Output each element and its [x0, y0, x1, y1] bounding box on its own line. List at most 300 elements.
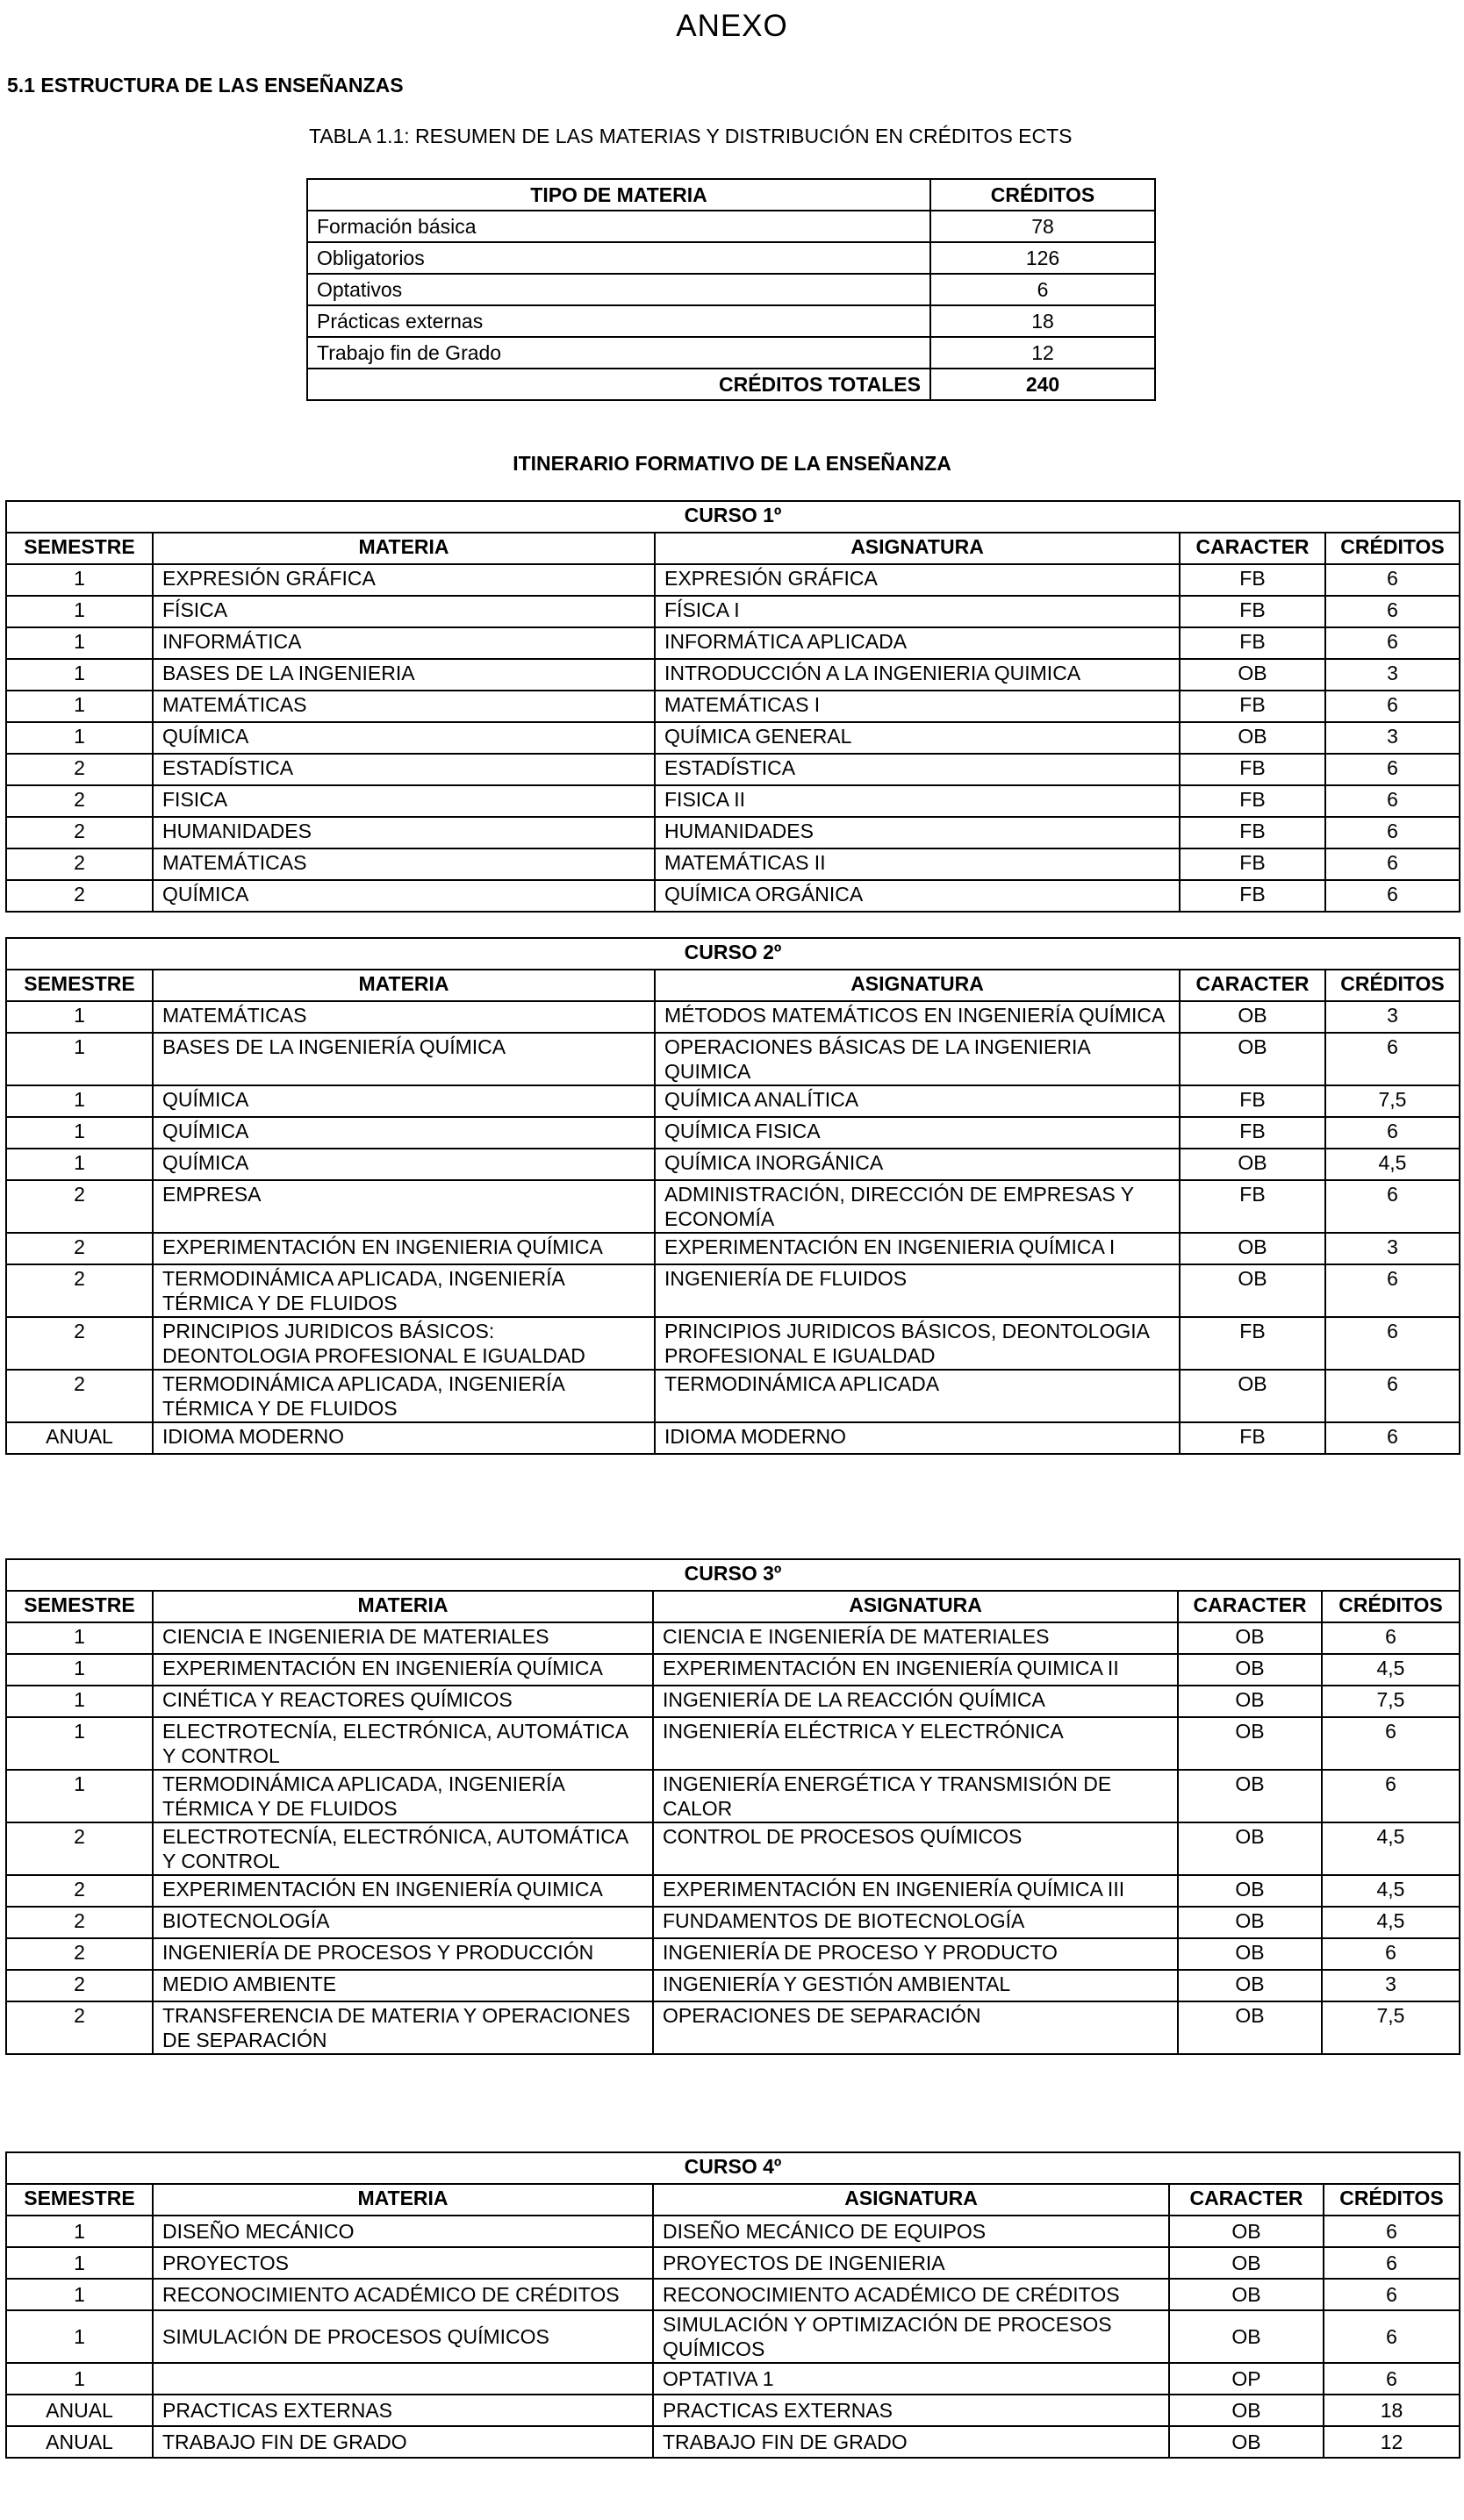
creditos-cell: 6	[1325, 1370, 1460, 1422]
column-header-row	[6, 2184, 1460, 2216]
table-row	[6, 2310, 1460, 2363]
creditos-cell: 6	[1325, 848, 1460, 880]
header-creditos: CRÉDITOS	[1325, 970, 1460, 1001]
creditos-cell: 7,5	[1322, 2001, 1460, 2054]
header-caracter: CARACTER	[1178, 1591, 1322, 1622]
table-row	[6, 1875, 1460, 1907]
creditos-cell: 6	[1325, 754, 1460, 785]
semestre-cell: 1	[6, 691, 153, 722]
materia-cell: PRINCIPIOS JURIDICOS BÁSICOS: DEONTOLOGIA PROFESIONAL E IGUALDAD	[153, 1317, 655, 1370]
table-row	[6, 2216, 1460, 2247]
materia-cell: TERMODINÁMICA APLICADA, INGENIERÍA TÉRMICA Y DE FLUIDOS	[153, 1264, 655, 1317]
semestre-cell: 1	[6, 564, 153, 596]
asignatura-cell: ADMINISTRACIÓN, DIRECCIÓN DE EMPRESAS Y ECONOMÍA	[655, 1180, 1180, 1233]
materia-cell: INFORMÁTICA	[153, 627, 655, 659]
course-table	[5, 1558, 1460, 2055]
caracter-cell: FB	[1180, 817, 1325, 848]
course-title-row	[6, 1559, 1460, 1591]
creditos-cell: 4,5	[1322, 1654, 1460, 1686]
semestre-cell: 2	[6, 880, 153, 912]
course-title-row	[6, 938, 1460, 970]
table-row	[6, 564, 1460, 596]
caracter-cell: OB	[1180, 1264, 1325, 1317]
caracter-cell: FB	[1180, 1317, 1325, 1370]
header-creditos: CRÉDITOS	[1325, 533, 1460, 564]
asignatura-cell: PRINCIPIOS JURIDICOS BÁSICOS, DEONTOLOGIA PROFESIONAL E IGUALDAD	[655, 1317, 1180, 1370]
asignatura-cell: EXPRESIÓN GRÁFICA	[655, 564, 1180, 596]
asignatura-cell: CIENCIA E INGENIERÍA DE MATERIALES	[653, 1622, 1178, 1654]
table-row	[6, 1654, 1460, 1686]
summary-total-value: 240	[930, 369, 1155, 400]
table-row	[6, 2247, 1460, 2279]
caracter-cell: FB	[1180, 564, 1325, 596]
summary-total-row	[307, 369, 1155, 400]
materia-cell: CINÉTICA Y REACTORES QUÍMICOS	[153, 1686, 653, 1717]
materia-cell: QUÍMICA	[153, 722, 655, 754]
creditos-cell: 6	[1325, 596, 1460, 627]
course-title: CURSO 4º	[6, 2152, 1460, 2184]
materia-cell: PRACTICAS EXTERNAS	[153, 2395, 653, 2426]
caracter-cell: FB	[1180, 1085, 1325, 1117]
materia-cell: CIENCIA E INGENIERIA DE MATERIALES	[153, 1622, 653, 1654]
asignatura-cell: PRACTICAS EXTERNAS	[653, 2395, 1169, 2426]
materia-cell: DISEÑO MECÁNICO	[153, 2216, 653, 2247]
asignatura-cell: TERMODINÁMICA APLICADA	[655, 1370, 1180, 1422]
course-title-row	[6, 501, 1460, 533]
table-row	[6, 596, 1460, 627]
materia-cell: PROYECTOS	[153, 2247, 653, 2279]
table-row	[6, 2363, 1460, 2395]
header-semestre: SEMESTRE	[6, 1591, 153, 1622]
table-row	[6, 1001, 1460, 1033]
caracter-cell: FB	[1180, 627, 1325, 659]
asignatura-cell: FÍSICA I	[655, 596, 1180, 627]
header-materia: MATERIA	[153, 2184, 653, 2216]
caracter-cell: OB	[1180, 1233, 1325, 1264]
caracter-cell: OB	[1178, 1907, 1322, 1938]
creditos-cell: 6	[1325, 1033, 1460, 1085]
header-caracter: CARACTER	[1180, 970, 1325, 1001]
summary-credits-cell: 12	[930, 337, 1155, 369]
materia-cell: EXPRESIÓN GRÁFICA	[153, 564, 655, 596]
creditos-cell: 6	[1322, 1770, 1460, 1822]
column-header-row	[6, 1591, 1460, 1622]
header-materia: MATERIA	[153, 1591, 653, 1622]
creditos-cell: 3	[1325, 659, 1460, 691]
course-table	[5, 2151, 1460, 2459]
materia-cell: RECONOCIMIENTO ACADÉMICO DE CRÉDITOS	[153, 2279, 653, 2310]
creditos-cell: 6	[1325, 1180, 1460, 1233]
caracter-cell: OB	[1169, 2395, 1324, 2426]
summary-header-type: TIPO DE MATERIA	[307, 179, 930, 211]
materia-cell: MEDIO AMBIENTE	[153, 1970, 653, 2001]
asignatura-cell: MÉTODOS MATEMÁTICOS EN INGENIERÍA QUÍMICA	[655, 1001, 1180, 1033]
header-materia: MATERIA	[153, 970, 655, 1001]
materia-cell: HUMANIDADES	[153, 817, 655, 848]
caracter-cell: OP	[1169, 2363, 1324, 2395]
summary-type-cell: Prácticas externas	[307, 305, 930, 337]
table-row	[6, 691, 1460, 722]
table-row	[6, 2426, 1460, 2458]
creditos-cell: 3	[1325, 722, 1460, 754]
semestre-cell: 1	[6, 1717, 153, 1770]
semestre-cell: 1	[6, 659, 153, 691]
course-table	[5, 500, 1460, 913]
caracter-cell: OB	[1178, 1970, 1322, 2001]
materia-cell: QUÍMICA	[153, 1149, 655, 1180]
semestre-cell: 2	[6, 785, 153, 817]
caracter-cell: FB	[1180, 691, 1325, 722]
semestre-cell: 2	[6, 1264, 153, 1317]
table-row	[6, 1085, 1460, 1117]
caracter-cell: FB	[1180, 1117, 1325, 1149]
asignatura-cell: INGENIERÍA DE PROCESO Y PRODUCTO	[653, 1938, 1178, 1970]
materia-cell: TERMODINÁMICA APLICADA, INGENIERÍA TÉRMICA Y DE FLUIDOS	[153, 1770, 653, 1822]
materia-cell: BIOTECNOLOGÍA	[153, 1907, 653, 1938]
asignatura-cell: IDIOMA MODERNO	[655, 1422, 1180, 1454]
materia-cell: TRANSFERENCIA DE MATERIA Y OPERACIONES DE SEPARACIÓN	[153, 2001, 653, 2054]
caracter-cell: OB	[1180, 1001, 1325, 1033]
creditos-cell: 6	[1324, 2216, 1460, 2247]
table-row	[6, 817, 1460, 848]
asignatura-cell: HUMANIDADES	[655, 817, 1180, 848]
caracter-cell: FB	[1180, 880, 1325, 912]
creditos-cell: 6	[1325, 691, 1460, 722]
creditos-cell: 6	[1324, 2363, 1460, 2395]
course-table	[5, 937, 1460, 1455]
asignatura-cell: OPERACIONES BÁSICAS DE LA INGENIERIA QUIMICA	[655, 1033, 1180, 1085]
header-semestre: SEMESTRE	[6, 533, 153, 564]
materia-cell: SIMULACIÓN DE PROCESOS QUÍMICOS	[153, 2310, 653, 2363]
caracter-cell: FB	[1180, 1422, 1325, 1454]
table-row	[6, 1180, 1460, 1233]
materia-cell: IDIOMA MODERNO	[153, 1422, 655, 1454]
course-title: CURSO 3º	[6, 1559, 1460, 1591]
creditos-cell: 6	[1325, 1117, 1460, 1149]
summary-table	[306, 178, 1156, 401]
table-row	[6, 1149, 1460, 1180]
table-row	[6, 1822, 1460, 1875]
semestre-cell: 1	[6, 2363, 153, 2395]
table-row	[6, 1370, 1460, 1422]
asignatura-cell: INGENIERÍA DE FLUIDOS	[655, 1264, 1180, 1317]
summary-row	[307, 242, 1155, 274]
summary-caption: TABLA 1.1: RESUMEN DE LAS MATERIAS Y DISTRIBUCIÓN EN CRÉDITOS ECTS	[309, 125, 1073, 147]
table-row	[6, 2279, 1460, 2310]
creditos-cell: 12	[1324, 2426, 1460, 2458]
caracter-cell: OB	[1169, 2279, 1324, 2310]
table-row	[6, 1033, 1460, 1085]
creditos-cell: 4,5	[1322, 1907, 1460, 1938]
summary-type-cell: Optativos	[307, 274, 930, 305]
materia-cell: MATEMÁTICAS	[153, 848, 655, 880]
table-row	[6, 1717, 1460, 1770]
semestre-cell: 2	[6, 1317, 153, 1370]
summary-body	[307, 211, 1155, 369]
summary-header-credits: CRÉDITOS	[930, 179, 1155, 211]
table-row	[6, 1622, 1460, 1654]
caracter-cell: FB	[1180, 785, 1325, 817]
asignatura-cell: QUÍMICA INORGÁNICA	[655, 1149, 1180, 1180]
caracter-cell: OB	[1169, 2216, 1324, 2247]
caracter-cell: FB	[1180, 754, 1325, 785]
semestre-cell: 1	[6, 2216, 153, 2247]
semestre-cell: 1	[6, 627, 153, 659]
asignatura-cell: FUNDAMENTOS DE BIOTECNOLOGÍA	[653, 1907, 1178, 1938]
asignatura-cell: INFORMÁTICA APLICADA	[655, 627, 1180, 659]
caracter-cell: OB	[1180, 1033, 1325, 1085]
semestre-cell: ANUAL	[6, 2395, 153, 2426]
materia-cell: MATEMÁTICAS	[153, 691, 655, 722]
materia-cell: EXPERIMENTACIÓN EN INGENIERÍA QUÍMICA	[153, 1654, 653, 1686]
table-row	[6, 1938, 1460, 1970]
asignatura-cell: EXPERIMENTACIÓN EN INGENIERIA QUÍMICA I	[655, 1233, 1180, 1264]
materia-cell: INGENIERÍA DE PROCESOS Y PRODUCCIÓN	[153, 1938, 653, 1970]
asignatura-cell: INGENIERÍA DE LA REACCIÓN QUÍMICA	[653, 1686, 1178, 1717]
table-row	[6, 627, 1460, 659]
materia-cell: EMPRESA	[153, 1180, 655, 1233]
summary-type-cell: Trabajo fin de Grado	[307, 337, 930, 369]
caracter-cell: OB	[1169, 2310, 1324, 2363]
asignatura-cell: OPTATIVA 1	[653, 2363, 1169, 2395]
semestre-cell: 2	[6, 848, 153, 880]
table-row	[6, 1422, 1460, 1454]
asignatura-cell: FISICA II	[655, 785, 1180, 817]
table-row	[6, 1317, 1460, 1370]
table-row	[6, 659, 1460, 691]
creditos-cell: 6	[1324, 2310, 1460, 2363]
materia-cell: ELECTROTECNÍA, ELECTRÓNICA, AUTOMÁTICA Y CONTROL	[153, 1822, 653, 1875]
header-asignatura: ASIGNATURA	[653, 2184, 1169, 2216]
asignatura-cell: MATEMÁTICAS I	[655, 691, 1180, 722]
creditos-cell: 3	[1325, 1233, 1460, 1264]
header-creditos: CRÉDITOS	[1324, 2184, 1460, 2216]
semestre-cell: 1	[6, 1770, 153, 1822]
table-row	[6, 785, 1460, 817]
header-asignatura: ASIGNATURA	[653, 1591, 1178, 1622]
asignatura-cell: EXPERIMENTACIÓN EN INGENIERÍA QUIMICA II	[653, 1654, 1178, 1686]
creditos-cell: 18	[1324, 2395, 1460, 2426]
summary-row	[307, 337, 1155, 369]
semestre-cell: 2	[6, 1370, 153, 1422]
page-title: ANEXO	[676, 9, 788, 43]
creditos-cell: 4,5	[1325, 1149, 1460, 1180]
summary-row	[307, 305, 1155, 337]
summary-type-cell: Formación básica	[307, 211, 930, 242]
header-materia: MATERIA	[153, 533, 655, 564]
asignatura-cell: INTRODUCCIÓN A LA INGENIERIA QUIMICA	[655, 659, 1180, 691]
creditos-cell: 3	[1325, 1001, 1460, 1033]
semestre-cell: 2	[6, 1875, 153, 1907]
materia-cell: EXPERIMENTACIÓN EN INGENIERIA QUÍMICA	[153, 1233, 655, 1264]
asignatura-cell: OPERACIONES DE SEPARACIÓN	[653, 2001, 1178, 2054]
asignatura-cell: INGENIERÍA ENERGÉTICA Y TRANSMISIÓN DE CALOR	[653, 1770, 1178, 1822]
semestre-cell: 1	[6, 2247, 153, 2279]
asignatura-cell: INGENIERÍA Y GESTIÓN AMBIENTAL	[653, 1970, 1178, 2001]
asignatura-cell: QUÍMICA ANALÍTICA	[655, 1085, 1180, 1117]
course-title-row	[6, 2152, 1460, 2184]
caracter-cell: FB	[1180, 596, 1325, 627]
creditos-cell: 7,5	[1322, 1686, 1460, 1717]
semestre-cell: 1	[6, 2310, 153, 2363]
summary-type-cell: Obligatorios	[307, 242, 930, 274]
materia-cell: MATEMÁTICAS	[153, 1001, 655, 1033]
summary-header-row	[307, 179, 1155, 211]
header-creditos: CRÉDITOS	[1322, 1591, 1460, 1622]
creditos-cell: 6	[1325, 1264, 1460, 1317]
creditos-cell: 6	[1325, 785, 1460, 817]
table-row	[6, 1770, 1460, 1822]
table-row	[6, 848, 1460, 880]
caracter-cell: OB	[1169, 2247, 1324, 2279]
semestre-cell: 1	[6, 1033, 153, 1085]
caracter-cell: OB	[1178, 1938, 1322, 1970]
materia-cell: ELECTROTECNÍA, ELECTRÓNICA, AUTOMÁTICA Y CONTROL	[153, 1717, 653, 1770]
semestre-cell: 2	[6, 1970, 153, 2001]
semestre-cell: 2	[6, 1180, 153, 1233]
asignatura-cell: QUÍMICA FISICA	[655, 1117, 1180, 1149]
header-semestre: SEMESTRE	[6, 2184, 153, 2216]
asignatura-cell: PROYECTOS DE INGENIERIA	[653, 2247, 1169, 2279]
caracter-cell: OB	[1180, 722, 1325, 754]
caracter-cell: OB	[1178, 2001, 1322, 2054]
header-semestre: SEMESTRE	[6, 970, 153, 1001]
summary-total-label: CRÉDITOS TOTALES	[307, 369, 930, 400]
table-row	[6, 2395, 1460, 2426]
creditos-cell: 6	[1325, 880, 1460, 912]
creditos-cell: 6	[1325, 1317, 1460, 1370]
caracter-cell: OB	[1169, 2426, 1324, 2458]
column-header-row	[6, 970, 1460, 1001]
materia-cell	[153, 2363, 653, 2395]
semestre-cell: ANUAL	[6, 2426, 153, 2458]
creditos-cell: 6	[1325, 564, 1460, 596]
caracter-cell: OB	[1178, 1622, 1322, 1654]
asignatura-cell: MATEMÁTICAS II	[655, 848, 1180, 880]
creditos-cell: 6	[1322, 1622, 1460, 1654]
creditos-cell: 6	[1322, 1717, 1460, 1770]
materia-cell: BASES DE LA INGENIERÍA QUÍMICA	[153, 1033, 655, 1085]
table-row	[6, 880, 1460, 912]
asignatura-cell: INGENIERÍA ELÉCTRICA Y ELECTRÓNICA	[653, 1717, 1178, 1770]
creditos-cell: 6	[1324, 2247, 1460, 2279]
materia-cell: TERMODINÁMICA APLICADA, INGENIERÍA TÉRMICA Y DE FLUIDOS	[153, 1370, 655, 1422]
column-header-row	[6, 533, 1460, 564]
materia-cell: FÍSICA	[153, 596, 655, 627]
table-row	[6, 2001, 1460, 2054]
summary-credits-cell: 126	[930, 242, 1155, 274]
header-asignatura: ASIGNATURA	[655, 533, 1180, 564]
materia-cell: EXPERIMENTACIÓN EN INGENIERÍA QUIMICA	[153, 1875, 653, 1907]
caracter-cell: OB	[1180, 1370, 1325, 1422]
table-row	[6, 722, 1460, 754]
semestre-cell: 1	[6, 1149, 153, 1180]
creditos-cell: 7,5	[1325, 1085, 1460, 1117]
semestre-cell: 1	[6, 1686, 153, 1717]
summary-credits-cell: 6	[930, 274, 1155, 305]
semestre-cell: 2	[6, 1822, 153, 1875]
materia-cell: TRABAJO FIN DE GRADO	[153, 2426, 653, 2458]
course-title: CURSO 1º	[6, 501, 1460, 533]
caracter-cell: OB	[1178, 1822, 1322, 1875]
summary-row	[307, 211, 1155, 242]
asignatura-cell: DISEÑO MECÁNICO DE EQUIPOS	[653, 2216, 1169, 2247]
semestre-cell: 1	[6, 1001, 153, 1033]
semestre-cell: 1	[6, 2279, 153, 2310]
creditos-cell: 6	[1325, 627, 1460, 659]
table-row	[6, 1686, 1460, 1717]
semestre-cell: 1	[6, 1622, 153, 1654]
asignatura-cell: TRABAJO FIN DE GRADO	[653, 2426, 1169, 2458]
caracter-cell: FB	[1180, 1180, 1325, 1233]
creditos-cell: 4,5	[1322, 1822, 1460, 1875]
caracter-cell: OB	[1178, 1717, 1322, 1770]
asignatura-cell: ESTADÍSTICA	[655, 754, 1180, 785]
materia-cell: QUÍMICA	[153, 1117, 655, 1149]
materia-cell: BASES DE LA INGENIERIA	[153, 659, 655, 691]
asignatura-cell: QUÍMICA GENERAL	[655, 722, 1180, 754]
materia-cell: FISICA	[153, 785, 655, 817]
semestre-cell: 2	[6, 1938, 153, 1970]
table-row	[6, 1264, 1460, 1317]
table-row	[6, 1233, 1460, 1264]
asignatura-cell: CONTROL DE PROCESOS QUÍMICOS	[653, 1822, 1178, 1875]
creditos-cell: 6	[1325, 1422, 1460, 1454]
semestre-cell: 2	[6, 1233, 153, 1264]
table-row	[6, 1907, 1460, 1938]
semestre-cell: 1	[6, 1117, 153, 1149]
caracter-cell: OB	[1180, 659, 1325, 691]
caracter-cell: OB	[1178, 1770, 1322, 1822]
itinerary-title: ITINERARIO FORMATIVO DE LA ENSEÑANZA	[513, 452, 951, 475]
materia-cell: QUÍMICA	[153, 1085, 655, 1117]
creditos-cell: 6	[1325, 817, 1460, 848]
header-asignatura: ASIGNATURA	[655, 970, 1180, 1001]
materia-cell: QUÍMICA	[153, 880, 655, 912]
materia-cell: ESTADÍSTICA	[153, 754, 655, 785]
caracter-cell: FB	[1180, 848, 1325, 880]
semestre-cell: 2	[6, 754, 153, 785]
creditos-cell: 3	[1322, 1970, 1460, 2001]
semestre-cell: 1	[6, 596, 153, 627]
semestre-cell: 1	[6, 1654, 153, 1686]
asignatura-cell: QUÍMICA ORGÁNICA	[655, 880, 1180, 912]
table-row	[6, 754, 1460, 785]
semestre-cell: 2	[6, 817, 153, 848]
semestre-cell: 1	[6, 722, 153, 754]
semestre-cell: 1	[6, 1085, 153, 1117]
header-caracter: CARACTER	[1180, 533, 1325, 564]
course-title: CURSO 2º	[6, 938, 1460, 970]
table-row	[6, 1117, 1460, 1149]
asignatura-cell: EXPERIMENTACIÓN EN INGENIERÍA QUÍMICA III	[653, 1875, 1178, 1907]
semestre-cell: 2	[6, 2001, 153, 2054]
semestre-cell: 2	[6, 1907, 153, 1938]
caracter-cell: OB	[1178, 1875, 1322, 1907]
section-title: 5.1 ESTRUCTURA DE LAS ENSEÑANZAS	[7, 74, 404, 97]
summary-credits-cell: 78	[930, 211, 1155, 242]
summary-row	[307, 274, 1155, 305]
creditos-cell: 4,5	[1322, 1875, 1460, 1907]
caracter-cell: OB	[1178, 1686, 1322, 1717]
creditos-cell: 6	[1324, 2279, 1460, 2310]
caracter-cell: OB	[1178, 1654, 1322, 1686]
asignatura-cell: SIMULACIÓN Y OPTIMIZACIÓN DE PROCESOS QUÍMICOS	[653, 2310, 1169, 2363]
caracter-cell: OB	[1180, 1149, 1325, 1180]
asignatura-cell: RECONOCIMIENTO ACADÉMICO DE CRÉDITOS	[653, 2279, 1169, 2310]
creditos-cell: 6	[1322, 1938, 1460, 1970]
header-caracter: CARACTER	[1169, 2184, 1324, 2216]
